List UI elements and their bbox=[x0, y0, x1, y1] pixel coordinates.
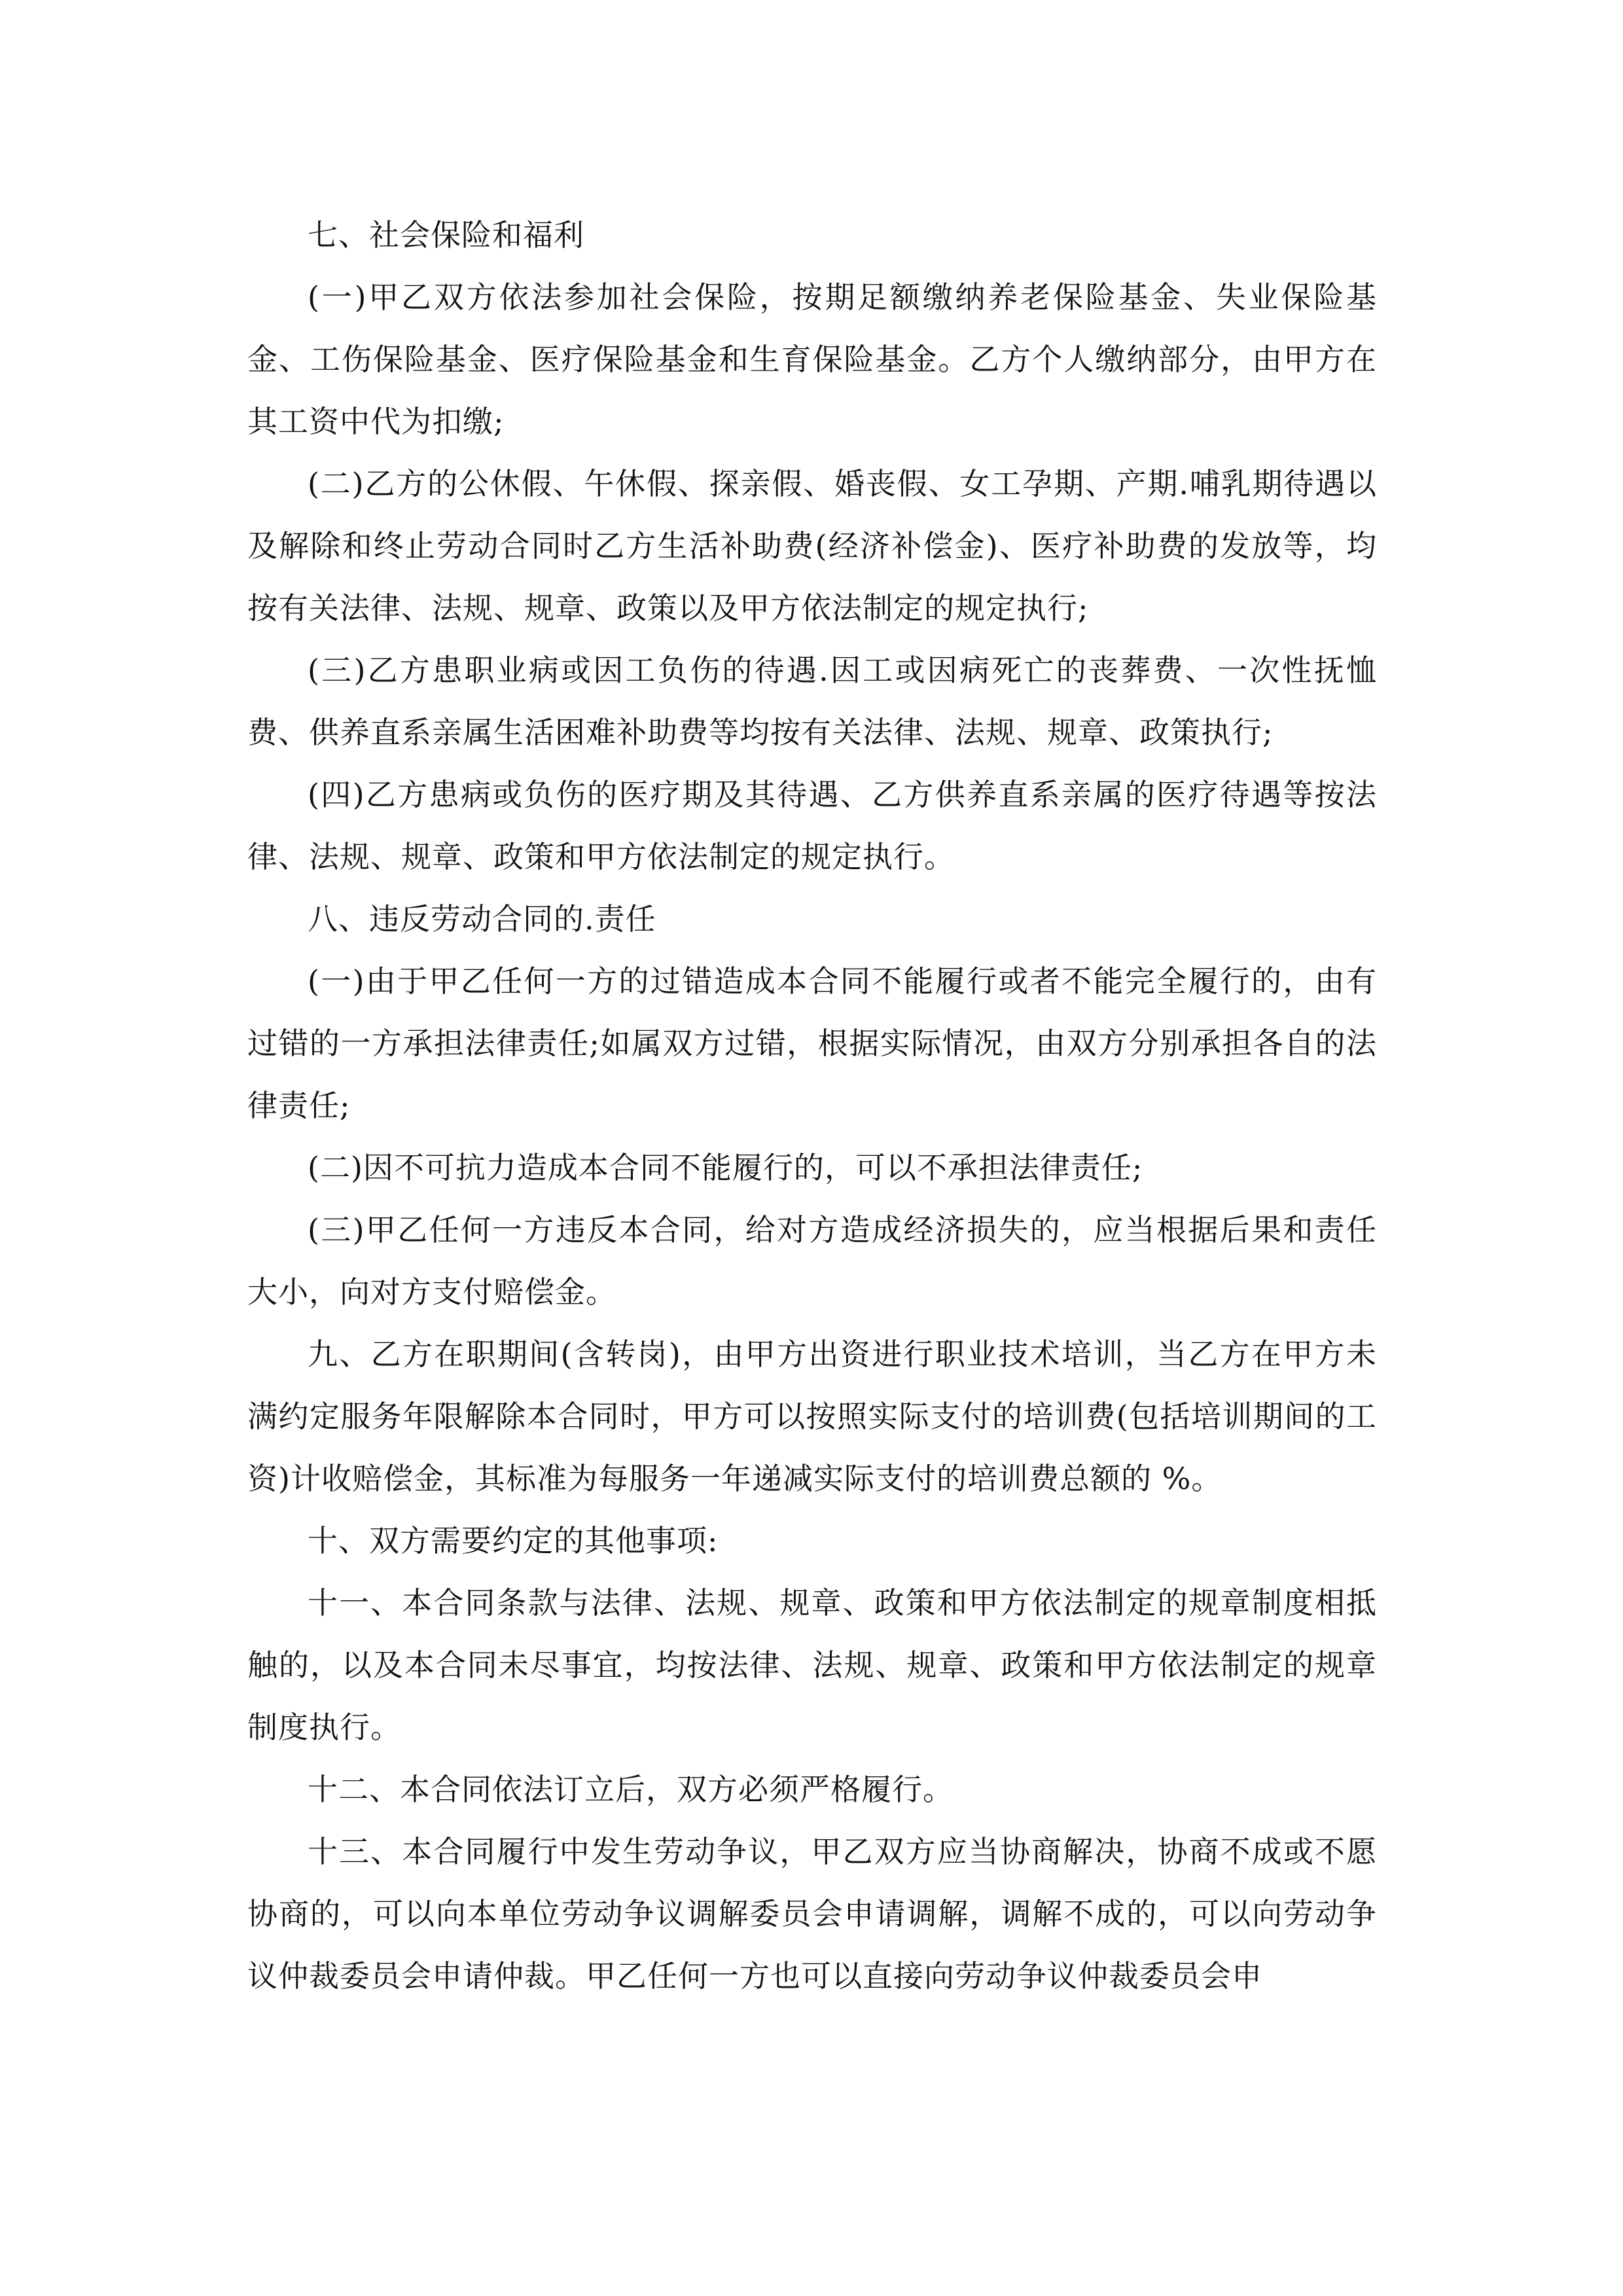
document-body bbox=[247, 204, 1377, 2007]
clause-paragraph: 十二、本合同依法订立后，双方必须严格履行。 bbox=[308, 1772, 954, 1807]
clause-paragraph-other-matters: 十、双方需要约定的其他事项: bbox=[308, 1523, 719, 1558]
clause-paragraph: (一)由于甲乙任何一方的过错造成本合同不能履行或者不能完全履行的，由有过错的一方承担法律责任;如属双方过错，根据实际情况，由双方分别承担各自的法律责任; bbox=[247, 963, 1377, 1123]
clause-paragraph: (三)甲乙任何一方违反本合同，给对方造成经济损失的，应当根据后果和责任大小，向对方支付赔偿金。 bbox=[247, 1212, 1377, 1310]
clause-paragraph: (二)因不可抗力造成本合同不能履行的，可以不承担法律责任; bbox=[308, 1150, 1143, 1185]
clause-paragraph-training: 九、乙方在职期间(含转岗)，由甲方出资进行职业技术培训，当乙方在甲方未满约定服务年限解除本合同时，甲方可以按照实际支付的培训费(包括培训期间的工资)计收赔偿金，其标准为每服务一年递减实际支付的培训费总额的 %。 bbox=[247, 1336, 1377, 1496]
clause-paragraph: (一)甲乙双方依法参加社会保险，按期足额缴纳养老保险基金、失业保险基金、工伤保险基金、医疗保险基金和生育保险基金。乙方个人缴纳部分，由甲方在其工资中代为扣缴; bbox=[247, 279, 1377, 439]
clause-paragraph: (三)乙方患职业病或因工负伤的待遇.因工或因病死亡的丧葬费、一次性抚恤费、供养直系亲属生活困难补助费等均按有关法律、法规、规章、政策执行; bbox=[247, 653, 1377, 750]
clause-paragraph: (四)乙方患病或负伤的医疗期及其待遇、乙方供养直系亲属的医疗待遇等按法律、法规、规章、政策和甲方依法制定的规定执行。 bbox=[247, 777, 1377, 874]
clause-paragraph-dispute: 十三、本合同履行中发生劳动争议，甲乙双方应当协商解决，协商不成或不愿协商的，可以向本单位劳动争议调解委员会申请调解，调解不成的，可以向劳动争议仲裁委员会申请仲裁。甲乙任何一方也可以直接向劳动争议仲裁委员会申 bbox=[247, 1834, 1377, 1994]
clause-paragraph: 十一、本合同条款与法律、法规、规章、政策和甲方依法制定的规章制度相抵触的，以及本合同未尽事宜，均按法律、法规、规章、政策和甲方依法制定的规章制度执行。 bbox=[247, 1585, 1377, 1745]
section-heading-liability: 八、违反劳动合同的.责任 bbox=[308, 901, 656, 937]
section-heading-social-insurance: 七、社会保险和福利 bbox=[308, 217, 584, 253]
clause-paragraph: (二)乙方的公休假、午休假、探亲假、婚丧假、女工孕期、产期.哺乳期待遇以及解除和终止劳动合同时乙方生活补助费(经济补偿金)、医疗补助费的发放等，均按有关法律、法规、规章、政策以及甲方依法制定的规定执行; bbox=[247, 466, 1377, 626]
